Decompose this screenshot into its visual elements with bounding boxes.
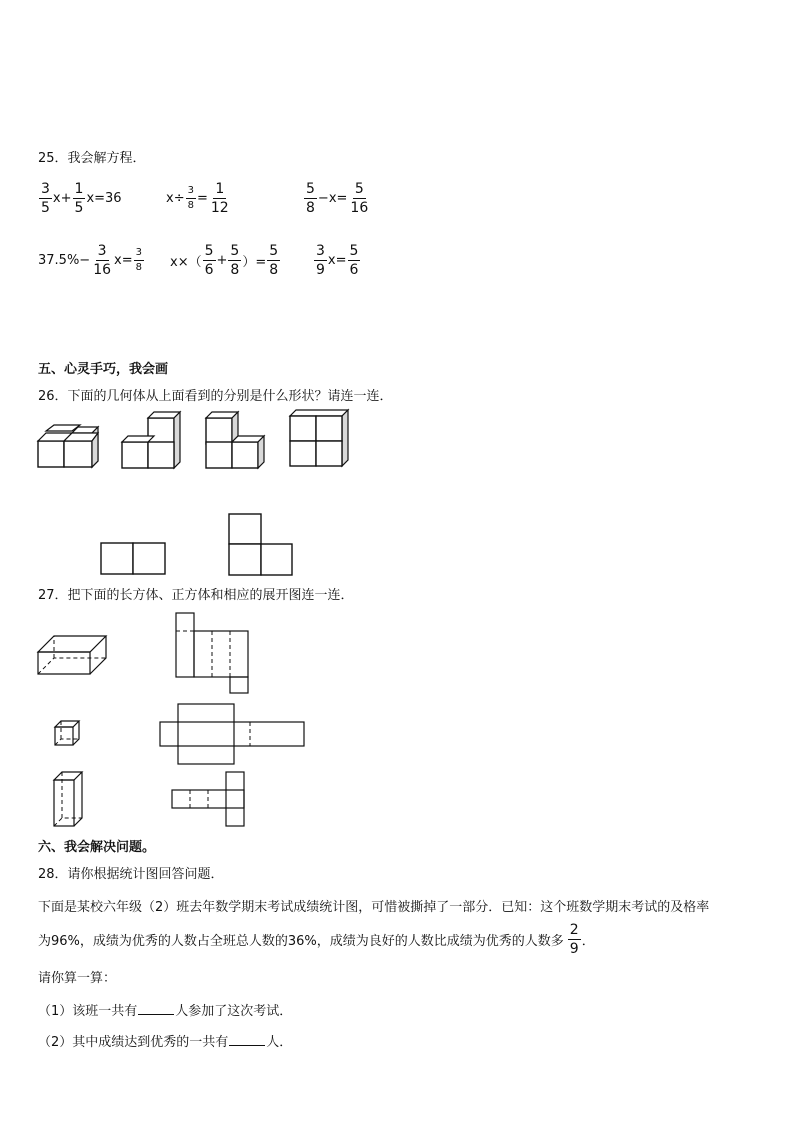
q28-paragraph-line-1: 下面是某校六年级（2）班去年数学期末考试成绩统计图，可惜被撕掉了一部分．已知：这个班数学期末考试的及格率 (38, 900, 710, 915)
q26-title: 26．下面的几何体从上面看到的分别是什么形状？请连一连． (38, 389, 393, 404)
fraction: $\frac{3}{16}$ (93, 243, 112, 278)
net-1-figure (176, 613, 248, 695)
answer-blank[interactable] (138, 1001, 174, 1015)
fraction: $\frac{5}{8}$ (269, 243, 279, 278)
q28-sub-question-2: （2）其中成绩达到优秀的一共有 人． (38, 1031, 292, 1050)
q28-sub-question-1: （1）该班一共有 人参加了这次考试． (38, 1000, 292, 1019)
q28-title: 28．请你根据统计图回答问题． (38, 867, 224, 882)
fraction: $\frac{3}{8}$ (135, 247, 142, 273)
fraction: $\frac{5}{6}$ (349, 243, 359, 278)
top-view-l-shape (229, 514, 293, 576)
equation-6: $\frac{3}{9}$ x= $\frac{5}{6}$ (316, 243, 359, 278)
fraction: $\frac{5}{16}$ (350, 181, 369, 216)
cube-small-figure (55, 721, 81, 747)
solid-3-figure (206, 410, 268, 472)
section-6-heading: 六、我会解决问题。 (38, 840, 156, 855)
net-2-figure (160, 704, 306, 766)
cuboid-tall-figure (54, 772, 84, 828)
cuboid-flat-figure (38, 634, 108, 676)
fraction: $\frac{3}{8}$ (187, 185, 194, 211)
q25-title: 25．我会解方程． (38, 151, 146, 166)
fraction: $\frac{3}{5}$ (41, 181, 50, 216)
fraction: $\frac{3}{9}$ (316, 243, 325, 278)
equation-1: $\frac{3}{5}$ x+ $\frac{1}{5}$ x=36 (41, 181, 122, 216)
answer-blank[interactable] (229, 1032, 265, 1046)
fraction: $\frac{1}{5}$ (74, 181, 84, 216)
solid-4-figure (290, 408, 352, 470)
fraction: $\frac{2}{9}$ (569, 922, 579, 957)
equation-5: x×（ $\frac{5}{6}$ + $\frac{5}{8}$ ）= $\frac{5}{8}$ (170, 243, 279, 278)
fraction: $\frac{5}{8}$ (306, 181, 315, 216)
solid-2-figure (122, 410, 184, 472)
section-5-heading: 五、心灵手巧，我会画 (38, 362, 169, 377)
solid-1-figure (38, 425, 100, 471)
fraction: $\frac{5}{6}$ (204, 243, 214, 278)
net-3-figure (172, 772, 246, 828)
fraction: $\frac{1}{12}$ (210, 181, 229, 216)
equation-3: $\frac{5}{8}$ −x= $\frac{5}{16}$ (306, 181, 369, 216)
fraction: $\frac{5}{8}$ (230, 243, 240, 278)
q28-paragraph-line-2: 为96%，成绩为优秀的人数占全班总人数的36%，成绩为良好的人数比成绩为优秀的人数多 $\frac{2}{9}$ ． (38, 922, 595, 957)
equation-2: x÷ $\frac{3}{8}$ = $\frac{1}{12}$ (166, 181, 229, 216)
q28-prompt: 请你算一算： (38, 971, 117, 986)
q27-title: 27．把下面的长方体、正方体和相应的展开图连一连． (38, 588, 354, 603)
top-view-two-squares (101, 543, 165, 575)
equation-4: 37.5%− $\frac{3}{16}$ x= $\frac{3}{8}$ (38, 243, 142, 278)
